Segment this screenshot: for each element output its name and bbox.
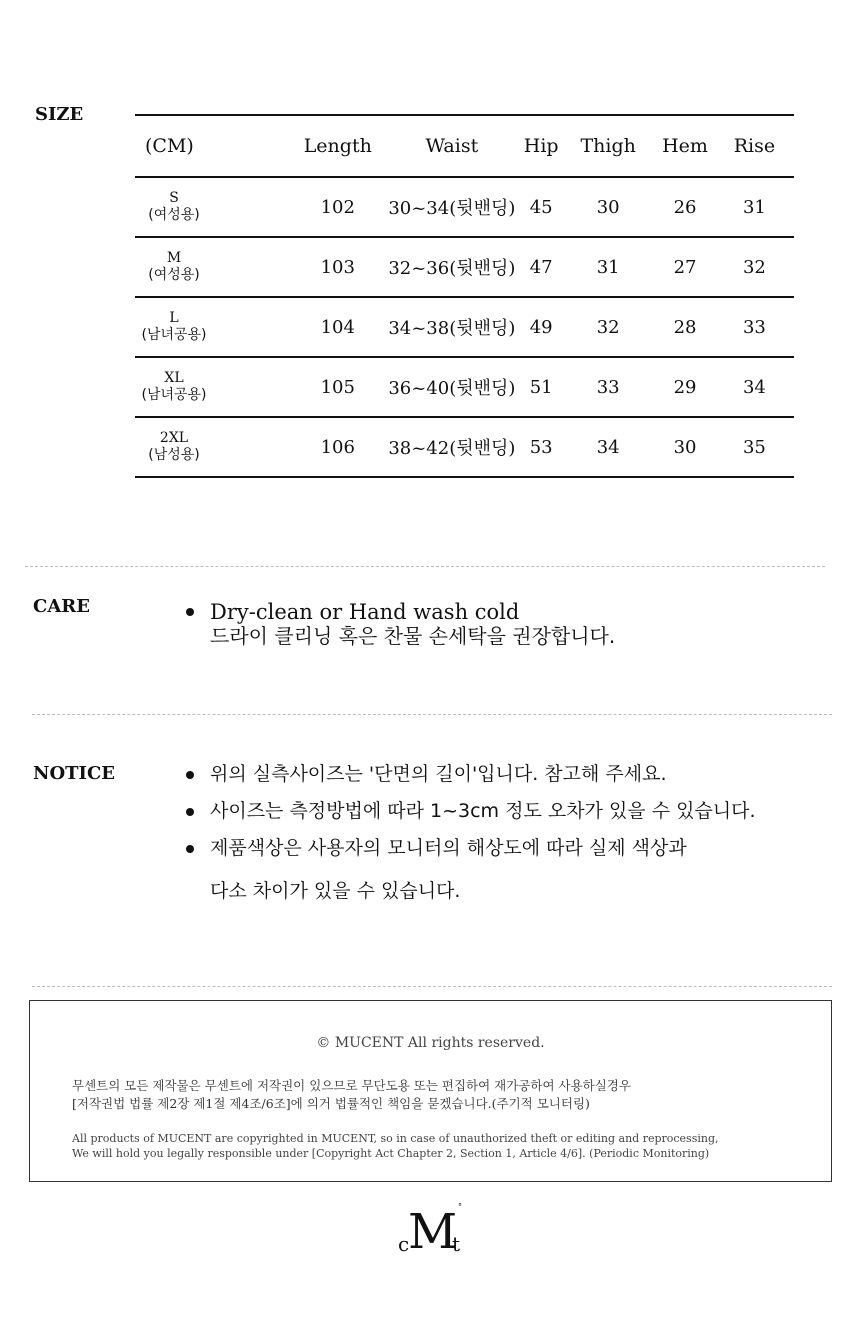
size-sub: (남녀공용) — [141, 386, 207, 403]
waist-cell: 32~36(뒷밴딩) — [383, 237, 522, 297]
hem-cell: 26 — [655, 177, 715, 237]
table-row — [135, 417, 794, 477]
waist-cell: 36~40(뒷밴딩) — [383, 357, 522, 417]
table-row — [135, 177, 794, 237]
rise-cell: 33 — [715, 297, 794, 357]
length-cell: 104 — [293, 297, 382, 357]
header-hem: Hem — [655, 115, 715, 177]
copyright-kr-line1: 무센트의 모든 제작물은 무센트에 저작권이 있으므로 무단도용 또는 편집하여 재가공하여 사용하실경우 — [72, 1078, 631, 1093]
waist-cell: 30~34(뒷밴딩) — [383, 177, 522, 237]
length-cell: 106 — [293, 417, 382, 477]
thigh-cell: 31 — [561, 237, 655, 297]
header-thigh: Thigh — [561, 115, 655, 177]
copyright-en-line2: We will hold you legally responsible under [Copyright Act Chapter 2, Section 1, Article 4/6]. (Periodic Monitoring) — [72, 1147, 710, 1160]
size-sub: (남성용) — [148, 446, 200, 463]
size-name: S — [169, 189, 179, 206]
notice-continuation: 다소 차이가 있을 수 있습니다. — [210, 880, 461, 902]
copyright-korean — [72, 1077, 631, 1113]
hip-cell: 49 — [521, 297, 561, 357]
copyright-kr-line2: [저작권법 법률 제2장 제1절 제4조/6조]에 의거 법률적인 책임을 묻겠습니다.(주기적 모니터링) — [72, 1096, 590, 1111]
thigh-cell: 32 — [561, 297, 655, 357]
notice-section-label: NOTICE — [33, 763, 115, 784]
hem-cell: 28 — [655, 297, 715, 357]
size-name-cell — [135, 177, 293, 237]
header-length: Length — [293, 115, 382, 177]
copyright-english — [72, 1131, 719, 1161]
length-cell: 102 — [293, 177, 382, 237]
notice-item: 사이즈는 측정방법에 따라 1~3cm 정도 오차가 있을 수 있습니다. — [186, 793, 756, 830]
size-name-cell — [135, 357, 293, 417]
size-name: M — [166, 249, 182, 266]
length-cell: 103 — [293, 237, 382, 297]
logo-letter-m: M — [408, 1204, 452, 1260]
rise-cell: 32 — [715, 237, 794, 297]
hem-cell: 30 — [655, 417, 715, 477]
notice-list — [186, 756, 756, 867]
thigh-cell: 30 — [561, 177, 655, 237]
size-table-header-row — [135, 115, 794, 177]
size-name-cell — [135, 297, 293, 357]
size-name: XL — [164, 369, 184, 386]
table-row — [135, 357, 794, 417]
care-line-en: Dry-clean or Hand wash cold — [210, 600, 520, 624]
divider — [32, 714, 832, 715]
thigh-cell: 34 — [561, 417, 655, 477]
header-unit: (CM) — [135, 115, 293, 177]
size-name-cell — [135, 417, 293, 477]
header-waist: Waist — [383, 115, 522, 177]
copyright-en-line1: All products of MUCENT are copyrighted in MUCENT, so in case of unauthorized theft or editing and reprocessing, — [72, 1132, 719, 1145]
copyright-title: © MUCENT All rights reserved. — [316, 1035, 545, 1051]
logo-mark: ° — [458, 1202, 462, 1211]
length-cell: 105 — [293, 357, 382, 417]
hip-cell: 51 — [521, 357, 561, 417]
rise-cell: 34 — [715, 357, 794, 417]
divider — [32, 986, 832, 987]
header-hip: Hip — [521, 115, 561, 177]
waist-cell: 34~38(뒷밴딩) — [383, 297, 522, 357]
size-section-label: SIZE — [35, 104, 84, 125]
logo-letter-t: t — [452, 1232, 461, 1256]
size-name: L — [169, 309, 179, 326]
hip-cell: 47 — [521, 237, 561, 297]
hip-cell: 45 — [521, 177, 561, 237]
hip-cell: 53 — [521, 417, 561, 477]
hem-cell: 27 — [655, 237, 715, 297]
care-list — [186, 600, 615, 648]
table-row — [135, 297, 794, 357]
care-line-kr: 드라이 클리닝 혹은 찬물 손세탁을 권장합니다. — [210, 624, 616, 648]
waist-cell: 38~42(뒷밴딩) — [383, 417, 522, 477]
header-rise: Rise — [715, 115, 794, 177]
logo-letter-c: c — [398, 1232, 410, 1256]
thigh-cell: 33 — [561, 357, 655, 417]
hem-cell: 29 — [655, 357, 715, 417]
notice-item: 위의 실측사이즈는 '단면의 길이'입니다. 참고해 주세요. — [186, 756, 756, 793]
size-sub: (여성용) — [148, 206, 200, 223]
notice-item: 제품색상은 사용자의 모니터의 해상도에 따라 실제 색상과 — [186, 830, 756, 867]
care-item — [186, 600, 615, 648]
size-name: 2XL — [159, 429, 189, 446]
size-table — [135, 114, 794, 478]
divider — [25, 566, 825, 567]
rise-cell: 31 — [715, 177, 794, 237]
size-sub: (남녀공용) — [141, 326, 207, 343]
size-name-cell — [135, 237, 293, 297]
size-sub: (여성용) — [148, 266, 200, 283]
copyright-box — [29, 1000, 832, 1182]
care-section-label: CARE — [33, 596, 90, 617]
table-row — [135, 237, 794, 297]
rise-cell: 35 — [715, 417, 794, 477]
